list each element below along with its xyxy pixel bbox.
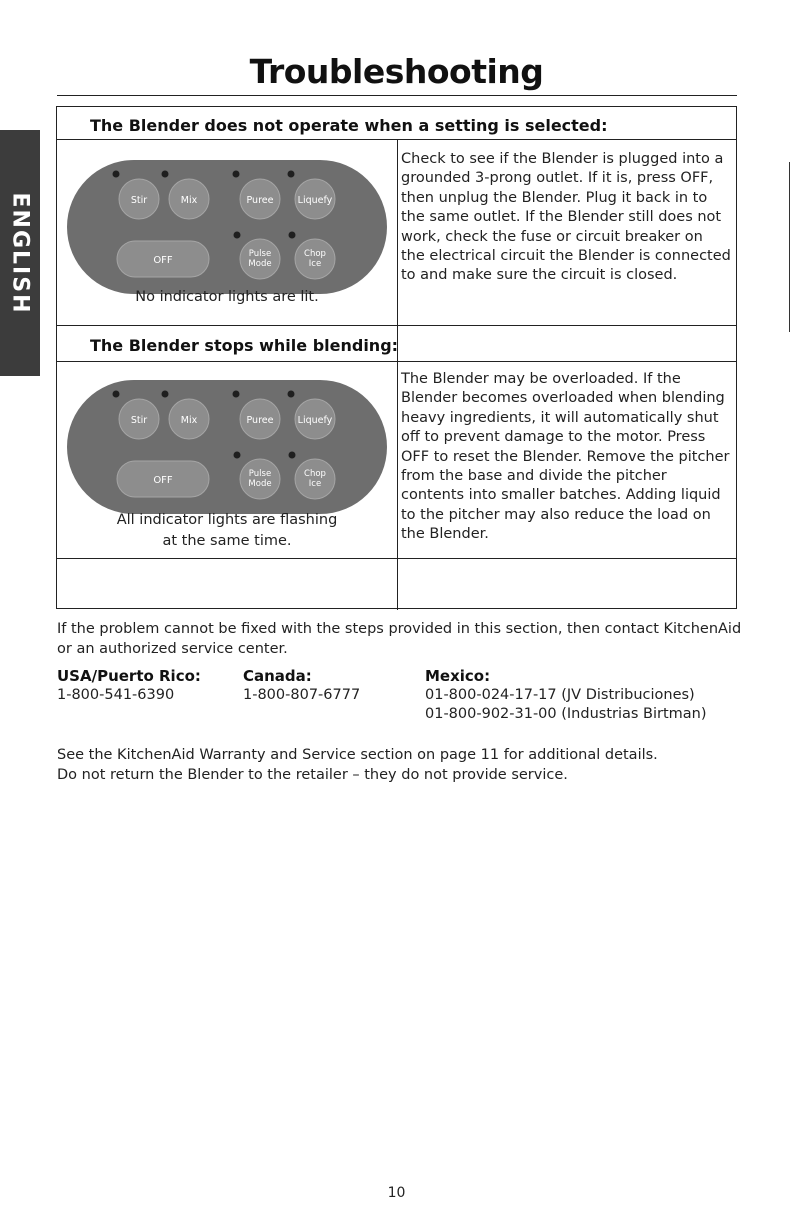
control-panel-illustration bbox=[59, 372, 395, 522]
indicator-light-pulse bbox=[234, 232, 241, 239]
control-panel-illustration bbox=[59, 152, 395, 302]
contact-phone: 1-800-807-6777 bbox=[243, 687, 361, 703]
section-heading: The Blender stops while blending: bbox=[90, 336, 399, 355]
ice-label: Ice bbox=[308, 479, 322, 489]
column-divider bbox=[397, 558, 398, 610]
caption-line: All indicator lights are flashing bbox=[116, 512, 338, 528]
note-line: See the KitchenAid Warranty and Service section on page 11 for additional details. bbox=[57, 747, 658, 763]
column-divider bbox=[397, 139, 398, 325]
pulse-label: Pulse bbox=[248, 249, 272, 259]
contact-canada bbox=[243, 667, 360, 705]
language-tab bbox=[0, 130, 40, 376]
page-edge-mark bbox=[789, 162, 790, 332]
indicator-light-mix bbox=[162, 171, 169, 178]
panel-body bbox=[67, 380, 387, 514]
contact-phone: 1-800-541-6390 bbox=[57, 687, 175, 703]
stir-button-label: Stir bbox=[130, 415, 148, 426]
puree-button-label: Puree bbox=[246, 415, 274, 426]
indicator-light-puree bbox=[233, 391, 240, 398]
indicator-light-mix bbox=[162, 391, 169, 398]
panel-caption bbox=[57, 287, 397, 308]
title-divider bbox=[57, 95, 737, 96]
mix-button-label: Mix bbox=[180, 195, 198, 206]
liquefy-button-label: Liquefy bbox=[297, 195, 333, 206]
contact-usa bbox=[57, 667, 201, 705]
contact-phone: 01-800-024-17-17 (JV Distribuciones) bbox=[425, 687, 695, 703]
puree-button-label: Puree bbox=[246, 195, 274, 206]
caption-line: No indicator lights are lit. bbox=[135, 289, 319, 305]
contact-mexico bbox=[425, 667, 707, 724]
indicator-light-pulse bbox=[234, 452, 241, 459]
caption-line: at the same time. bbox=[162, 533, 292, 549]
mix-button-label: Mix bbox=[180, 415, 198, 426]
indicator-light-puree bbox=[233, 171, 240, 178]
contact-label: Canada: bbox=[243, 667, 312, 685]
liquefy-button-label: Liquefy bbox=[297, 415, 333, 426]
stir-button-label: Stir bbox=[130, 195, 148, 206]
off-button-label: OFF bbox=[153, 475, 173, 486]
page-number: 10 bbox=[387, 1185, 406, 1201]
service-notes bbox=[57, 745, 747, 785]
mode-label: Mode bbox=[248, 259, 272, 269]
solution-text: The Blender may be overloaded. If the Blender becomes overloaded when blending heavy ingredients, it will automatically shut off to prevent damage to the motor. Press OFF to reset the Blender. Remove the pitcher from the base and divide the pitcher contents into smaller batches. Adding liquid to the pitcher may also reduce the load on the Blender. bbox=[401, 371, 730, 543]
indicator-light-liquefy bbox=[288, 171, 295, 178]
pulse-label: Pulse bbox=[248, 469, 272, 479]
solution-text: Check to see if the Blender is plugged into a grounded 3-prong outlet. If it is, press OFF, then unplug the Blender. Plug it back in to the same outlet. If the Blender still does not work, check the fuse or circuit breaker on the electrical circuit the Blender is connected to and make sure the circuit is closed. bbox=[401, 151, 731, 284]
note-line: Do not return the Blender to the retailer – they do not provide service. bbox=[57, 767, 568, 783]
mode-label: Mode bbox=[248, 479, 272, 489]
ice-label: Ice bbox=[308, 259, 322, 269]
indicator-light-stir bbox=[113, 171, 120, 178]
contact-label: USA/Puerto Rico: bbox=[57, 667, 201, 685]
chop-label: Chop bbox=[304, 249, 326, 259]
indicator-light-stir bbox=[113, 391, 120, 398]
indicator-light-chop bbox=[289, 232, 296, 239]
section-heading: The Blender does not operate when a setting is selected: bbox=[90, 116, 608, 135]
panel-body bbox=[67, 160, 387, 294]
panel-caption bbox=[57, 510, 397, 552]
indicator-light-liquefy bbox=[288, 391, 295, 398]
troubleshooting-table bbox=[56, 106, 737, 609]
contact-intro: If the problem cannot be fixed with the steps provided in this section, then contact KitchenAid or an authorized service center. bbox=[57, 621, 742, 657]
language-tab-label: ENGLISH bbox=[7, 192, 33, 314]
contact-phone: 01-800-902-31-00 (Industrias Birtman) bbox=[425, 706, 707, 722]
contact-label: Mexico: bbox=[425, 667, 491, 685]
indicator-light-chop bbox=[289, 452, 296, 459]
page-title: Troubleshooting bbox=[249, 52, 544, 91]
off-button-label: OFF bbox=[153, 255, 173, 266]
chop-label: Chop bbox=[304, 469, 326, 479]
